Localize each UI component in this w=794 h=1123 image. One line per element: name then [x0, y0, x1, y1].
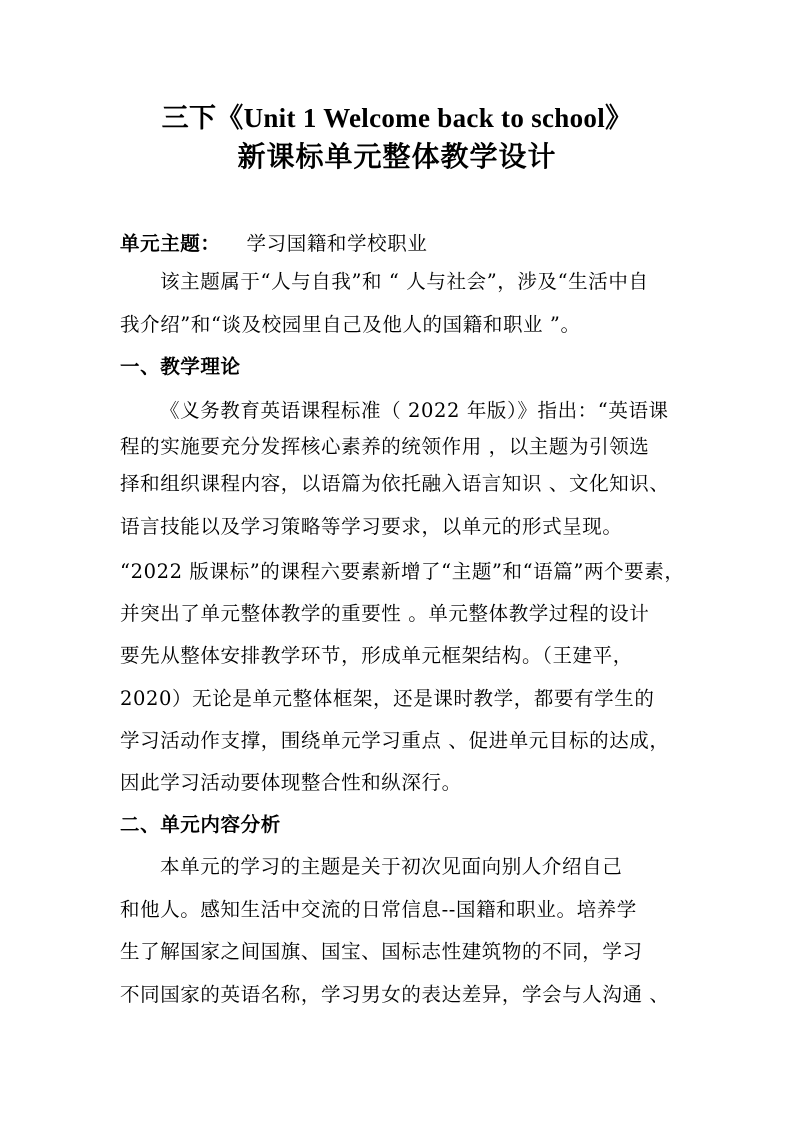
document-title-line-2: 新课标单元整体教学设计 [237, 142, 557, 173]
section-2-line: 本单元的学习的主题是关于初次见面向别人介绍自己 [160, 855, 623, 878]
section-1-line: 要先从整体安排教学环节，形成单元框架结构。（王建平， [120, 644, 633, 667]
unit-theme-value: 学习国籍和学校职业 [246, 232, 428, 255]
document-title-line-1: 三下《Unit 1 Welcome back to school》 [161, 103, 633, 133]
section-1-heading: 一、教学理论 [120, 355, 241, 378]
section-1-line: 程的实施要充分发挥核心素养的统领作用 ，以主题为引领选 [120, 435, 650, 458]
section-1-line: 学习活动作支撑，围绕单元学习重点 、促进单元目标的达成， [120, 729, 670, 752]
section-1-line: 语言技能以及学习策略等学习要求，以单元的形式呈现。 [120, 515, 623, 538]
section-2-heading: 二、单元内容分析 [120, 813, 281, 836]
section-1-line: 因此学习活动要体现整合性和纵深行。 [120, 771, 462, 794]
section-1-line: 2020）无论是单元整体框架，还是课时教学，都要有学生的 [120, 687, 655, 710]
section-1-line: 《义务教育英语课程标准（ 2022 年版）》指出：“英语课 [160, 399, 669, 422]
section-1-line: 并突出了单元整体教学的重要性 。单元整体教学过程的设计 [120, 602, 650, 625]
section-1-line: 择和组织课程内容，以语篇为依托融入语言知识 、文化知识、 [120, 472, 670, 495]
intro-line-1: 该主题属于“人与自我”和 “ 人与社会”，涉及“生活中自 [160, 270, 649, 293]
intro-line-2: 我介绍”和“谈及校园里自己及他人的国籍和职业 ”。 [120, 313, 581, 336]
section-2-line: 不同国家的英语名称，学习男女的表达差异，学会与人沟通 、 [120, 983, 670, 1006]
section-1-line: “2022 版课标”的课程六要素新增了“主题”和“语篇”两个要素， [120, 560, 685, 583]
unit-theme-label: 单元主题： [120, 232, 221, 255]
unit-theme [120, 230, 680, 258]
section-2-line: 和他人。感知生活中交流的日常信息--国籍和职业。培养学 [120, 898, 637, 921]
section-2-line: 生了解国家之间国旗、国宝、国标志性建筑物的不同，学习 [120, 940, 643, 963]
